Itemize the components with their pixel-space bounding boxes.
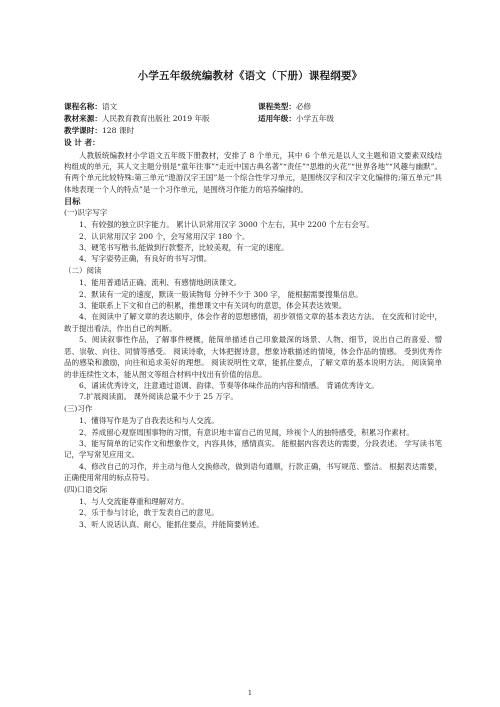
- goal-item: 1、有较强的独立识字能力。 累计认识常用汉字 3000 个左右，其中 2200 个左右会写。: [79, 220, 374, 230]
- goal-item: 5、阅读叙事性作品，了解事件梗概，能简单描述自己印象最深的场景、人物、细节，说出自己的喜爱、憎恶、崇敬、向往、同情等感受。 阅读诗歌，大体把握诗意，想象诗歌描述的情境，体会作品的情感。 受到优秀作品的感染和激励，向往和追求美好的理想。 阅读说明性文章，能抓住要点，了解文章的基本说明方法。 阅读简单的非连续性文本，能从图文等组合材料中找出有价值的信息。: [64, 335, 442, 379]
- textbook-row: [64, 113, 210, 124]
- goal-item: 2、乐于参与讨论，敢于发表自己的意见。: [79, 508, 219, 518]
- goal-item: 6、诵读优秀诗文，注意通过语调、韵律、节奏等体味作品的内容和情感。 背诵优秀诗文。: [79, 380, 379, 390]
- designer-row: [64, 137, 100, 148]
- goal-item: 3、听人说话认真、耐心，能抓住要点，并能简要转述。: [79, 519, 264, 529]
- goal-item: 1、懂得写作是为了自我表达和与人交流。: [79, 416, 219, 426]
- page-number: 1: [247, 689, 253, 697]
- grade-value: 小学五年级: [295, 114, 334, 123]
- goal-item: 2、默读有一定的速度，默读一般读物每 分钟不少于 300 字， 能根据需要搜集信息。: [79, 289, 363, 299]
- goal-item: 3、能写简单的记实作文和想象作文，内容具体，感情真实。 能根据内容表达的需要，分段表述。 学写读书笔记，学写常见应用文。: [64, 438, 442, 460]
- goal-item: 3、硬笔书写楷书,能做到行款整齐，比较美观，有一定的速度。: [79, 243, 289, 253]
- course-name-row: [64, 101, 117, 112]
- hours-label: 教学课时：: [64, 126, 102, 135]
- document-title: 小学五年级统编教材《语文（下册）课程纲要》: [137, 70, 363, 82]
- document-body: [64, 150, 442, 530]
- grade-label: 适用年级：: [258, 114, 296, 123]
- course-type-value: 必修: [295, 102, 312, 111]
- hours-value: 128 课时: [101, 126, 135, 135]
- section-title: (四)口语交际: [64, 484, 108, 494]
- goal-item: 4、修改自己的习作，并主动与他人交换修改，做到语句通顺，行款正确，书写规范、整洁。 根据表达需要，正确使用常用的标点符号。: [64, 461, 442, 483]
- goal-item: 1、能用普通话正确、流利、有感情地朗读课文。: [79, 278, 242, 288]
- hours-row: [64, 125, 134, 136]
- section-title: （二）阅读: [64, 265, 102, 275]
- goal-item: 2、养成留心观察周围事物的习惯，有意识地丰富自己的见闻，珍视个人的独特感受，积累习作素材。: [79, 427, 414, 437]
- goal-item: 7.扩展阅读面。 课外阅读总量不少于 25 万字。: [79, 392, 238, 402]
- designer-label: 设 计 者：: [64, 138, 100, 147]
- course-type-label: 课程类型：: [258, 102, 296, 111]
- goal-item: 1、与人交流能尊重和理解对方。: [79, 496, 189, 506]
- course-name-value: 语文: [101, 102, 118, 111]
- section-title: (一)识字写字: [64, 207, 108, 217]
- grade-row: [258, 113, 334, 124]
- textbook-value: 人民教育教育出版社 2019 年版: [101, 114, 210, 123]
- goal-item: 2、认识常用汉字 200 个，会写常用汉字 180 个。: [79, 231, 250, 241]
- goal-item: 4、写字姿势正确，有良好的书写习惯。: [79, 254, 212, 264]
- section-title: (三)习作: [64, 403, 93, 413]
- intro-paragraph: 人教版统编教材小学语文五年级下册教材，安排了 8 个单元，其中 6 个单元是以人文主题和语文要素双线结构组成的单元，其人文主题分别是“童年往事”“走近中国古典名著”“责任”“思维的火花”“世界各地”“风趣与幽默”。有两个单元比较特殊:第三单元“遨游汉字王国”是一个综合性学习单元，是围绕汉字和汉字文化编排的;第五单元“具体地表现一个人的特点”是一个习作单元，是围绕习作能力的培养编排的。: [64, 151, 442, 194]
- goal-item: 3、能联系上下文和自己的积累，推想课文中有关词句的意思，体会其表达效果。: [79, 301, 347, 311]
- goal-item: 4、在阅读中了解文章的表达顺序，体会作者的思想感情，初步领悟文章的基本表达方法。 在交流和讨论中，敢于提出看法，作出自己的判断。: [64, 312, 442, 333]
- goal-sections: [64, 207, 442, 530]
- course-type-row: [258, 101, 311, 112]
- goals-heading: 目标: [64, 195, 81, 206]
- textbook-label: 教材来源：: [64, 114, 102, 123]
- course-name-label: 课程名称：: [64, 102, 102, 111]
